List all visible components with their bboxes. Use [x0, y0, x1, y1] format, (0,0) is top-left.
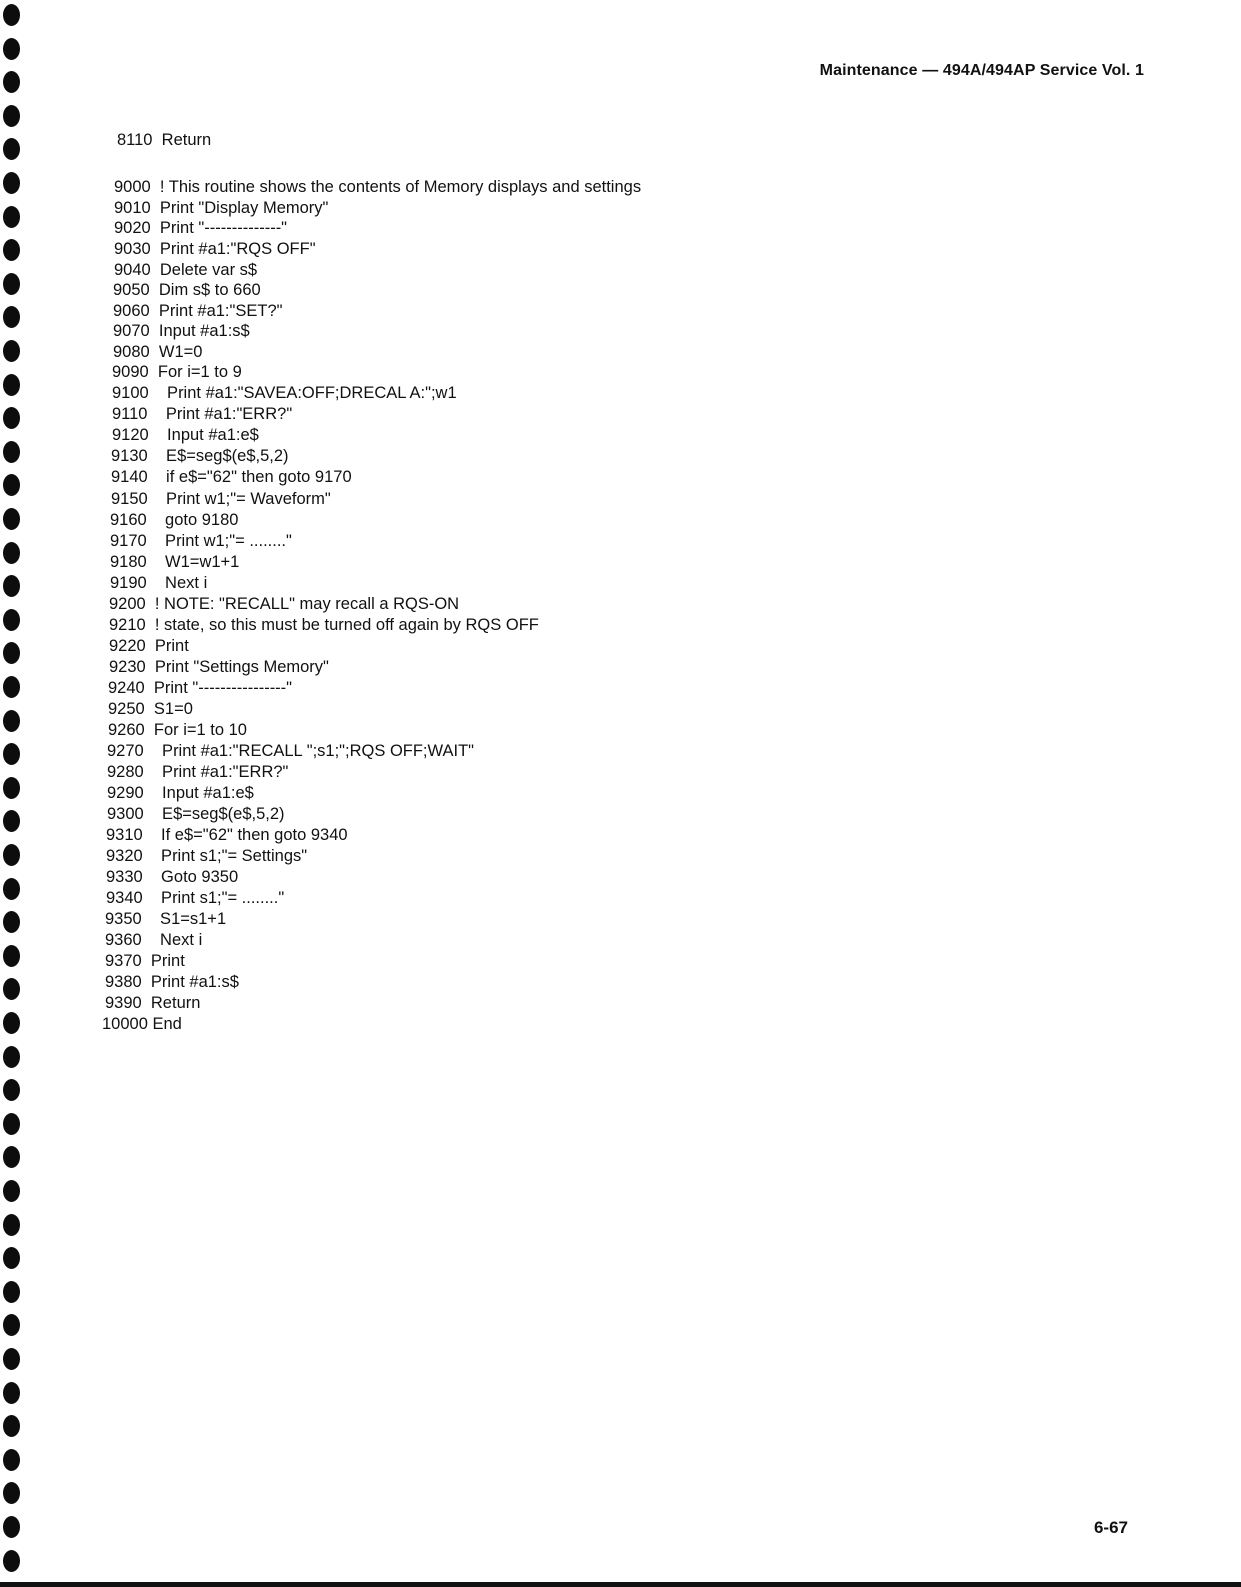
line-number: 9380: [105, 973, 142, 991]
listing-line: [114, 177, 641, 197]
line-number: 9100: [112, 384, 149, 402]
line-number: 9040: [114, 261, 151, 279]
listing-line: [105, 909, 226, 929]
line-code: For i=1 to 9: [157, 363, 242, 381]
line-number: 9390: [105, 994, 142, 1012]
line-code: ! state, so this must be turned off again by RQS OFF: [154, 616, 539, 634]
line-code: Print #a1:"ERR?": [152, 763, 289, 781]
line-code: Print #a1:"RECALL ";s1;";RQS OFF;WAIT": [152, 742, 475, 760]
listing-line: [111, 489, 331, 509]
listing-line: [114, 198, 328, 218]
line-code: Print: [154, 637, 189, 655]
listing-line: [113, 342, 202, 362]
line-number: 9140: [111, 468, 148, 486]
listing-line: [113, 301, 283, 321]
line-code: Print #a1:"ERR?": [156, 405, 293, 423]
listing-line: [110, 510, 238, 530]
line-code: S1=0: [153, 700, 193, 718]
line-code: S1=s1+1: [150, 910, 227, 928]
line-number: 9110: [112, 405, 148, 423]
listing-line: [102, 1014, 182, 1034]
line-code: Input #a1:e$: [157, 426, 259, 444]
listing-line: [106, 867, 238, 887]
listing-line: [110, 531, 292, 551]
line-number: 9020: [114, 219, 151, 237]
line-number: 9250: [108, 700, 145, 718]
line-number: 9190: [110, 574, 147, 592]
line-number: 9070: [113, 322, 150, 340]
listing-line: [107, 762, 288, 782]
listing-line: [109, 636, 189, 656]
listing-line: [111, 467, 352, 487]
line-number: 9310: [106, 826, 143, 844]
line-number: 9030: [114, 240, 151, 258]
line-number: 9340: [106, 889, 143, 907]
listing-line: [110, 573, 207, 593]
scan-border: [0, 1582, 1241, 1587]
line-code: Next i: [155, 574, 208, 592]
line-code: Delete var s$: [159, 261, 258, 279]
listing-line: [108, 699, 193, 719]
line-number: 9270: [107, 742, 144, 760]
line-code: W1=0: [158, 343, 203, 361]
line-number: 8110: [117, 131, 153, 149]
line-number: 9090: [112, 363, 149, 381]
line-code: Print w1;"= ........": [155, 532, 292, 550]
line-code: Input #a1:e$: [152, 784, 254, 802]
line-code: Input #a1:s$: [158, 322, 250, 340]
listing-line: [113, 280, 261, 300]
line-code: Print #a1:s$: [150, 973, 239, 991]
listing-line: [106, 846, 307, 866]
line-number: 9180: [110, 553, 147, 571]
listing-line: [112, 383, 457, 403]
line-code: Return: [161, 131, 212, 149]
line-code: Print w1;"= Waveform": [156, 490, 331, 508]
line-code: Print "--------------": [159, 219, 288, 237]
listing-line: [105, 972, 239, 992]
listing-line: [114, 218, 287, 238]
line-code: Print #a1:"RQS OFF": [159, 240, 316, 258]
listing-line: [109, 594, 459, 614]
line-code: Dim s$ to 660: [158, 281, 261, 299]
listing-line: [114, 239, 316, 259]
line-code: if e$="62" then goto 9170: [156, 468, 352, 486]
line-code: E$=seg$(e$,5,2): [152, 805, 285, 823]
listing-line: [105, 951, 185, 971]
listing-line: [109, 657, 329, 677]
line-code: Print s1;"= ........": [151, 889, 285, 907]
line-number: 9320: [106, 847, 143, 865]
line-number: 9000: [114, 178, 151, 196]
listing-line: [117, 130, 211, 150]
line-number: 9120: [112, 426, 149, 444]
line-code: If e$="62" then goto 9340: [151, 826, 348, 844]
listing-line: [110, 552, 239, 572]
listing-line: [109, 615, 539, 635]
line-code: Print "Display Memory": [159, 199, 329, 217]
line-code: E$=seg$(e$,5,2): [156, 447, 289, 465]
line-code: W1=w1+1: [155, 553, 240, 571]
listing-line: [112, 362, 242, 382]
listing-line: [111, 446, 289, 466]
line-code: Print #a1:"SET?": [158, 302, 283, 320]
listing-line: [105, 993, 200, 1013]
line-number: 9080: [113, 343, 150, 361]
line-number: 9170: [110, 532, 147, 550]
line-code: Print "----------------": [153, 679, 293, 697]
line-code: Print: [150, 952, 185, 970]
line-number: 9050: [113, 281, 150, 299]
line-code: ! NOTE: "RECALL" may recall a RQS-ON: [154, 595, 460, 613]
listing-line: [106, 825, 348, 845]
listing-line: [105, 930, 202, 950]
line-code: goto 9180: [155, 511, 239, 529]
line-number: 9160: [110, 511, 147, 529]
listing-line: [112, 404, 292, 424]
listing-line: [106, 888, 284, 908]
line-number: 9330: [106, 868, 143, 886]
line-number: 9130: [111, 447, 148, 465]
line-number: 9300: [107, 805, 144, 823]
line-number: 9350: [105, 910, 142, 928]
listing-line: [108, 678, 292, 698]
line-code: Goto 9350: [151, 868, 239, 886]
line-number: 10000: [102, 1015, 148, 1033]
listing-line: [107, 741, 474, 761]
line-number: 9150: [111, 490, 148, 508]
line-code: End: [152, 1015, 182, 1033]
listing-line: [112, 425, 259, 445]
listing-line: [113, 321, 250, 341]
line-number: 9290: [107, 784, 144, 802]
line-number: 9240: [108, 679, 145, 697]
line-code: For i=1 to 10: [153, 721, 247, 739]
line-number: 9230: [109, 658, 146, 676]
listing-line: [107, 804, 285, 824]
page-number: 6-67: [1093, 1518, 1128, 1537]
running-head: Maintenance — 494A/494AP Service Vol. 1: [819, 62, 1144, 79]
line-code: Return: [150, 994, 201, 1012]
line-number: 9010: [114, 199, 151, 217]
line-code: Next i: [150, 931, 203, 949]
line-number: 9210: [109, 616, 146, 634]
line-number: 9220: [109, 637, 146, 655]
listing-line: [108, 720, 247, 740]
line-number: 9280: [107, 763, 144, 781]
line-number: 9370: [105, 952, 142, 970]
line-number: 9060: [113, 302, 150, 320]
line-code: Print #a1:"SAVEA:OFF;DRECAL A:";w1: [157, 384, 457, 402]
line-number: 9360: [105, 931, 142, 949]
line-code: Print s1;"= Settings": [151, 847, 308, 865]
line-code: Print "Settings Memory": [154, 658, 329, 676]
line-number: 9260: [108, 721, 145, 739]
listing-line: [107, 783, 254, 803]
line-number: 9200: [109, 595, 146, 613]
listing-line: [114, 260, 257, 280]
line-code: ! This routine shows the contents of Memory displays and settings: [159, 178, 642, 196]
